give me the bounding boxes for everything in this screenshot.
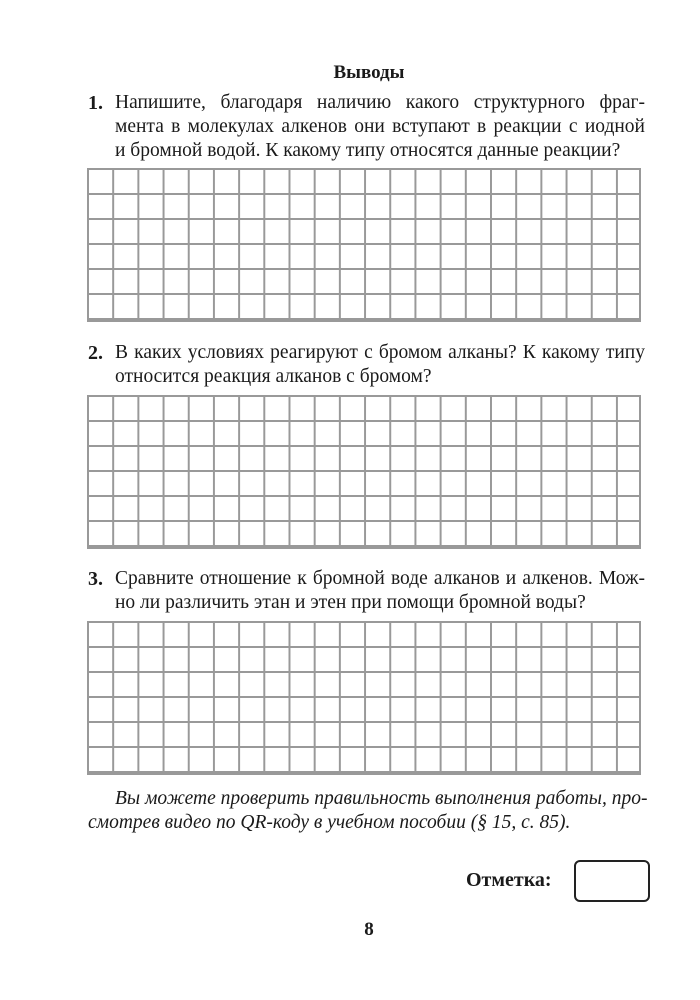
question-number: 2. <box>88 342 103 364</box>
question-number: 1. <box>88 92 103 114</box>
note-text: смотрев видео по QR-коду в учебном пособии (§ 15, с. 85). <box>88 812 571 833</box>
question-text: но ли различить этан и этен при помощи бромной воды? <box>115 592 586 613</box>
question-text: относится реакция алканов с бромом? <box>115 366 432 387</box>
section-title: Выводы <box>333 62 405 83</box>
answer-grid-1[interactable] <box>87 168 641 322</box>
note-text: Вы можете проверить правильность выполнения работы, про- <box>115 788 648 809</box>
question-text: мента в молекулах алкенов они вступают в реакции с иодной <box>115 116 645 137</box>
page-number: 8 <box>364 919 374 940</box>
question-text: В каких условиях реагируют с бромом алканы? К какому типу <box>115 342 645 363</box>
question-number: 3. <box>88 568 103 590</box>
answer-grid-2[interactable] <box>87 395 641 549</box>
mark-box[interactable] <box>574 860 650 902</box>
question-text: Сравните отношение к бромной воде алканов и алкенов. Мож- <box>115 568 645 589</box>
question-text: и бромной водой. К какому типу относятся данные реакции? <box>115 140 621 161</box>
mark-label: Отметка: <box>466 869 552 891</box>
answer-grid-3[interactable] <box>87 621 641 775</box>
question-text: Напишите, благодаря наличию какого структурного фраг- <box>115 92 645 113</box>
